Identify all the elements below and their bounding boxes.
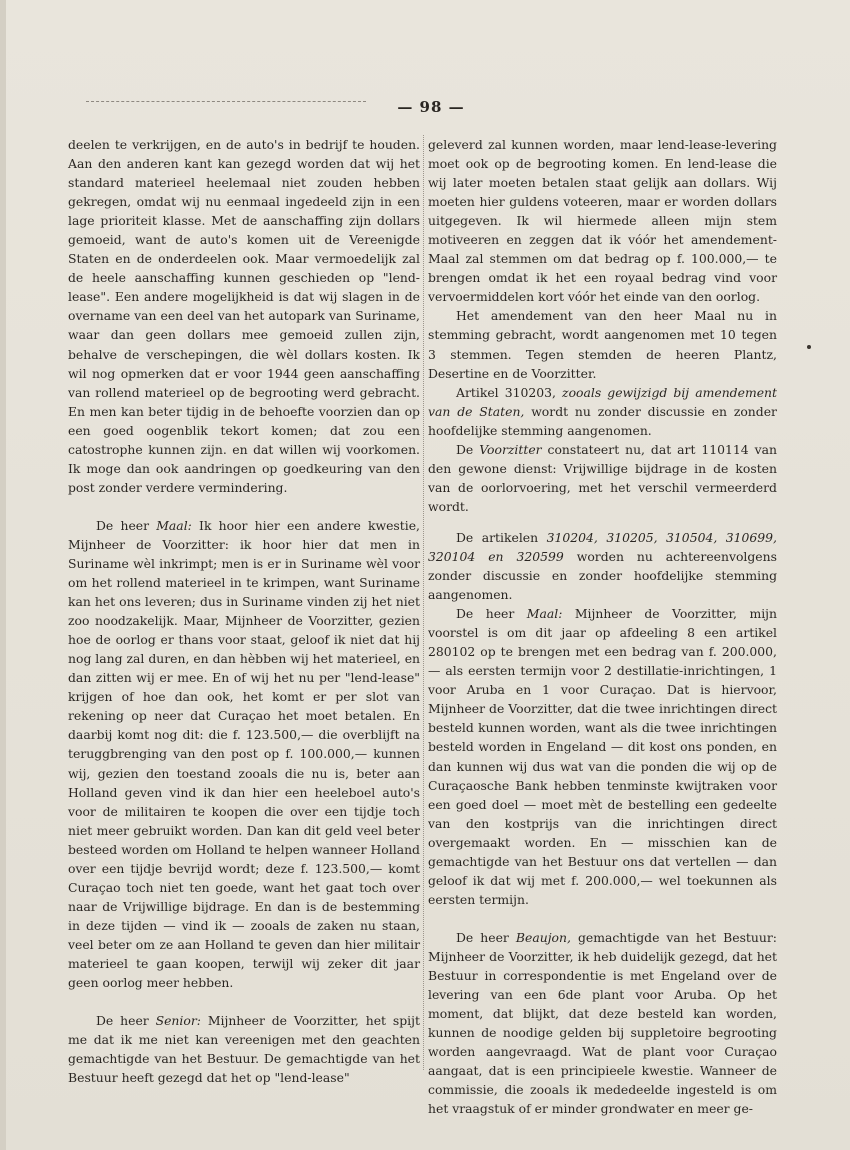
left-paragraph-1: deelen te verkrijgen, en de auto's in bedrijf te houden. Aan den anderen kant kan gezegd worden dat wij het standard materieel heelemaal niet zouden hebben gekregen, omdat wij nu eenmaal ingedeeld zijn in een lage prioriteit klasse. Met de aanschaffing zijn dollars gemoeid, want de auto's komen uit de Vereenigde Staten en de onderdeelen ook. Maar vermoedelijk zal de heele aanschaffing kunnen geschieden op "lend-lease". Een andere mogelijkheid is dat wij slagen in de overname van een deel van het autopark van Suriname, waar dan geen dollars mee gemoeid zullen zijn, behalve de verschepingen, die wèl dollars kosten. Ik wil nog opmerken dat er voor 1944 geen aanschaffing van rollend materieel op de begrooting werd gebracht. En men kan beter tijdig in de behoefte voorzien dan op een goed oogenblik tekort komen; dat zou een catostrophe kunnen zijn. en dat willen wij voorkomen. Ik moge dan ook aandringen op goedkeuring van den post zonder verdere vermindering. — [68, 137, 420, 495]
right-paragraph-maal: De heer Maal: Mijnheer de Voorzitter, mijn voorstel is om dit jaar op afdeeling 8 een artikel 280102 op te brengen met een bedrag van f. 200.000,— als eersten termijn voor 2 destillatie-inrichtingen, 1 voor Aruba en 1 voor Curaçao. Dat is hiervoor, Mijnheer de Voorzitter, dat die twee inrichtingen direct besteld kunnen worden, want als die twee inrichtingen besteld worden in Engeland — dit kost ons ponden, en dan kunnen wij dus wat van die ponden die wij op de Curaçaosche Bank hebben tenminste kwijtraken voor een goed doel — moet mèt de bestelling een gedeelte van den kostprijs van die inrichtingen direct overgemaakt worden. En — misschien kan de gemachtigde van het Bestuur ons dat vertellen — dan geloof ik dat wij met f. 200.000,— wel toekunnen als eersten termijn. — [428, 606, 777, 907]
right-paragraph-article: Artikel 310203, zooals gewijzigd bij amendement van de Staten, wordt nu zonder discussie en zonder hoofdelijke stemming aangenomen. — [428, 384, 777, 438]
speaker-prefix: De heer — [96, 517, 150, 533]
page-number: — 98 — — [397, 98, 465, 116]
header-rule — [86, 101, 366, 102]
speaker-name: Senior: — [155, 1013, 201, 1029]
speech-text: Mijnheer de Voorzitter, het spijt me dat ik me niet kan vereenigen met den geachten gemachtigde van het Bestuur. De gemachtigde van het Bestuur heeft gezegd dat het op "lend-lease" — [68, 1013, 420, 1086]
right-paragraph-artikelen: De artikelen 310204, 310205, 310504, 310699, 320104 en 320599 worden nu achtereenvolgens zonder discussie en zonder hoofdelijke stemming aangenomen. — [428, 529, 777, 603]
right-column — [428, 135, 777, 1118]
right-paragraph-beaujon: De heer Beaujon, gemachtigde van het Bestuur: Mijnheer de Voorzitter, ik heb duidelijk gezegd, dat het Bestuur in correspondentie is met Engeland over de levering van een 6de plant voor Aruba. Op het moment, dat blijkt, dat deze besteld kan worden, kunnen de noodige gelden bij suppletoire begrooting worden aangevraagd. Wat de plant voor Curaçao aangaat, dat is een principieele kwestie. Wanneer de commissie, die zooals ik mededeelde ingesteld is om het vraagstuk of er minder grondwater en meer ge- — [428, 929, 777, 1117]
speaker-name: Maal: — [156, 517, 192, 533]
right-paragraph-1: geleverd zal kunnen worden, maar lend-lease-levering moet ook op de begrooting komen. En lend-lease die wij later moeten betalen staat gelijk aan dollars. Wij moeten hier guldens voteeren, maar er worden dollars uitgegeven. Ik wil hiermede alleen mijn stem motiveeren en zeggen dat ik vóór het amendement-Maal zal stemmen om dat bedrag op f. 100.000,— te brengen omdat ik het een royaal bedrag vind voor vervoermiddelen kort vóór het einde van den oorlog. — [428, 137, 777, 305]
right-paragraph-vote: Het amendement van den heer Maal nu in stemming gebracht, wordt aangenomen met 10 tegen 3 stemmen. Tegen stemden de heeren Plantz, Desertine en de Voorzitter. — [428, 308, 777, 381]
right-paragraph-voorzitter: De Voorzitter constateert nu, dat art 110114 van den gewone dienst: Vrijwillige bijdrage in de kosten van de oorlorvoering, met het verschil vermeerderd wordt. — [428, 441, 777, 514]
scan-speck — [807, 345, 811, 349]
left-column — [68, 135, 420, 1087]
left-paragraph-maal — [68, 516, 420, 992]
left-paragraph-senior — [68, 1011, 420, 1087]
speech-text: Ik hoor hier een andere kwestie, Mijnheer de Voorzitter: ik hoor hier dat men in Suriname wèl inkrimpt; men is er in Suriname wèl voor om het rollend materieel in te krimpen, want Suriname kan het ons leveren; dus in Suriname vinden zij het niet zoo noodzakelijk. Maar, Mijnheer de Voorzitter, gezien hoe de oorlog er thans voor staat, geloof ik niet dat hij nog lang zal duren, en dan hèbben wij het materieel, en dan zitten wij er mee. En of wij het nu per "lend-lease" krijgen of hoe dan ook, het komt er per slot van rekening op neer dat Curaçao het moet betalen. En daarbij komt nog dit: die f. 123.500,— die overblijft na teruggbrenging van den post op f. 100.000,— kunnen wij, gezien den toestand zooals die nu is, beter aan Holland geven vind ik dan hier een heeleboel auto's voor de militairen te koopen die over een tijdje toch niet meer gebruikt worden. Dan kan dit geld veel beter besteed worden om Holland te helpen wanneer Holland over een tijdje bevrijd wordt; deze f. 123.500,— komt Curaçao toch niet ten goede, want het gaat toch over naar de Vrijwillige bijdrage. En dan is de bestemming in deze tijden — vind ik — zooals de zaken nu staan, veel beter om ze aan Holland te geven dan hier militair materieel te gaan koopen, terwijl wij zeker dit jaar geen oorlog meer hebben. — [68, 517, 421, 991]
column-divider — [423, 135, 424, 1070]
speaker-prefix: De heer — [96, 1013, 149, 1029]
